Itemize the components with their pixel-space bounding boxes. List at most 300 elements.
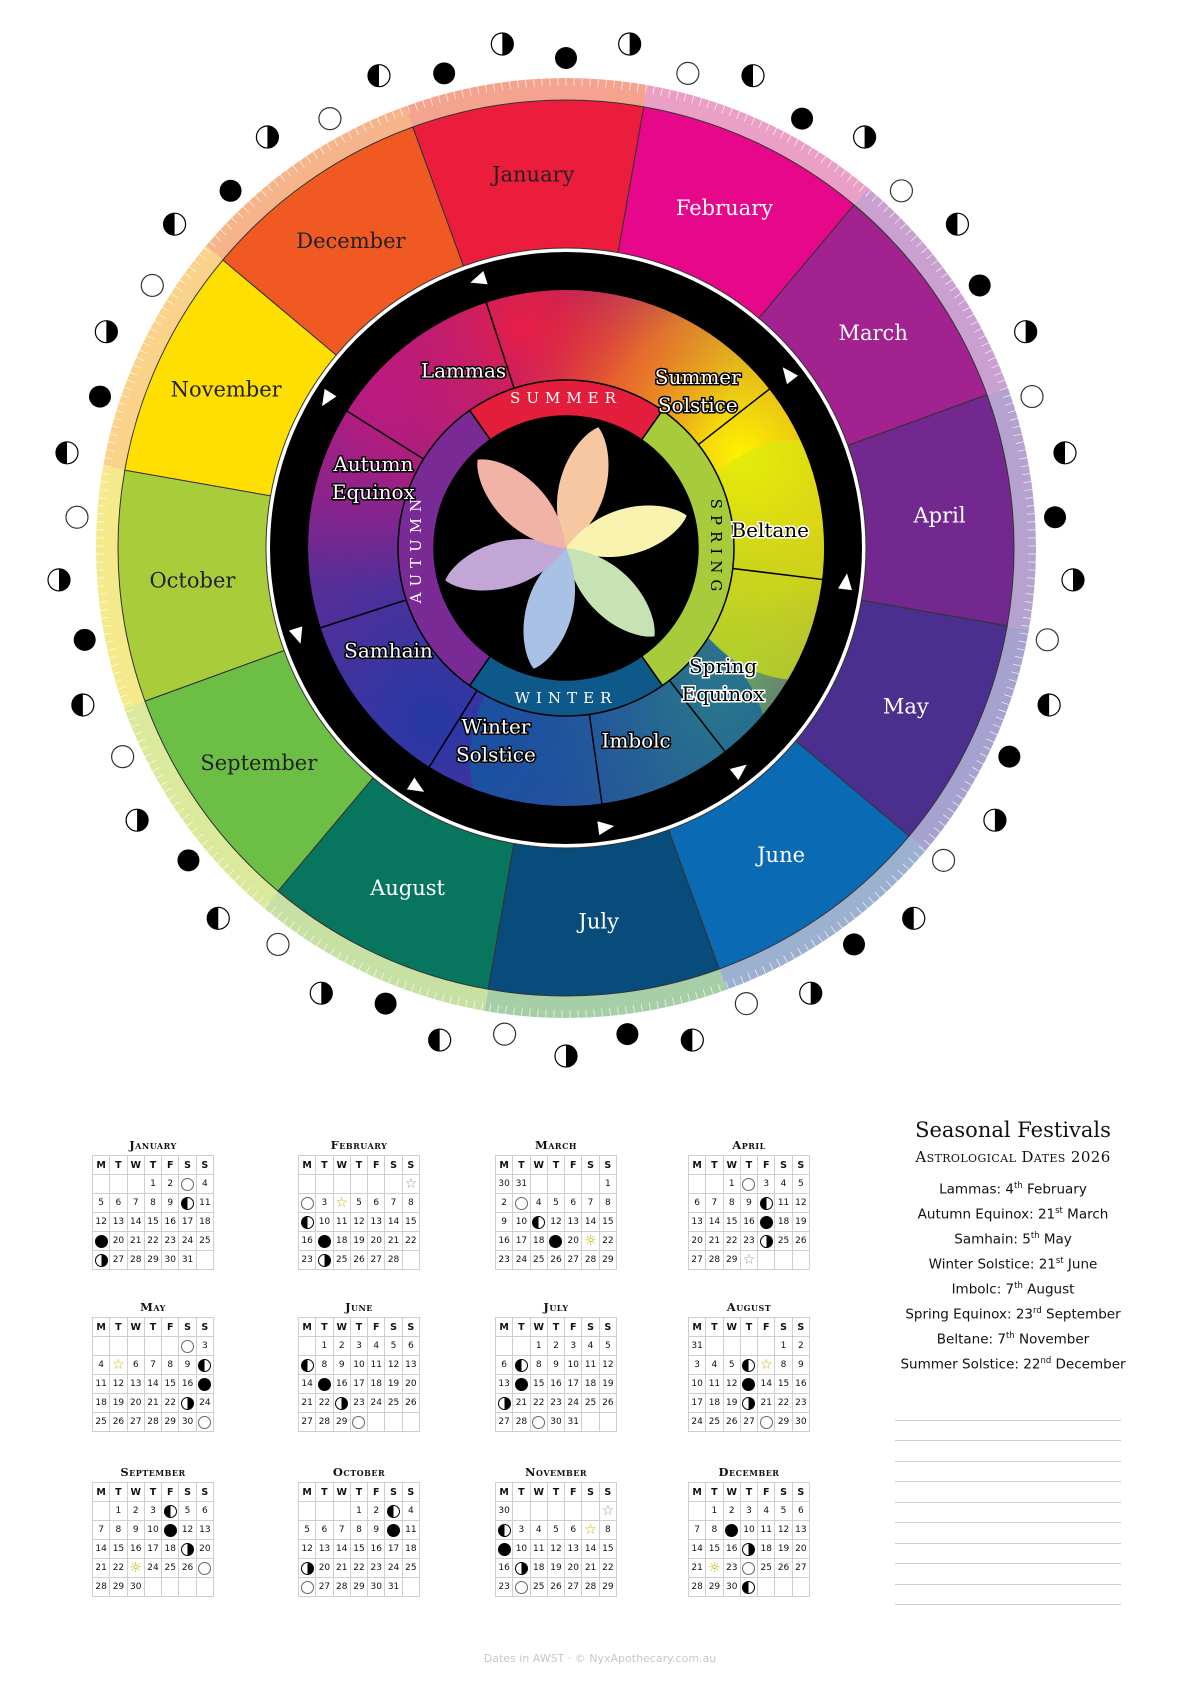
moon-first-quarter-icon (95, 321, 117, 343)
season-label-spring: SPRING (707, 498, 725, 598)
calendar-day: 20 (565, 1559, 582, 1578)
weekday-header: W (127, 1156, 144, 1175)
weekday-header: T (513, 1483, 530, 1502)
calendar-day: 8 (706, 1521, 723, 1540)
month-label-may: May (882, 694, 929, 719)
calendar-day (350, 1175, 367, 1194)
calendar-day: 5 (792, 1175, 809, 1194)
calendar-day: 19 (547, 1559, 564, 1578)
calendar-day (792, 1578, 809, 1597)
festival-name: Lammas: (939, 1181, 1006, 1198)
first-quarter-moon-icon (742, 1543, 755, 1556)
calendar-day: 12 (110, 1375, 127, 1394)
note-line (895, 1400, 1121, 1421)
calendar-day: 26 (547, 1578, 564, 1597)
moon-first-quarter-icon (984, 809, 1006, 831)
calendar-day: 12 (723, 1375, 740, 1394)
festival-month: December (1051, 1356, 1126, 1373)
calendar-day-marker (299, 1559, 316, 1578)
note-line (895, 1462, 1121, 1483)
calendar-month-title: October (332, 1465, 386, 1479)
calendar-day-marker (758, 1232, 775, 1251)
festival-month: February (1022, 1181, 1087, 1198)
calendar-day-marker (740, 1559, 757, 1578)
note-line (895, 1441, 1121, 1462)
festival-label: Summer Solstice (654, 364, 741, 417)
calendar-day: 27 (496, 1413, 513, 1432)
calendar-day: 21 (333, 1559, 350, 1578)
weekday-header: S (582, 1483, 599, 1502)
calendar-month-title: March (534, 1138, 577, 1152)
calendar-day-marker (333, 1194, 350, 1213)
calendar-day: 20 (196, 1540, 213, 1559)
calendar-day: 4 (368, 1337, 385, 1356)
calendar-day (110, 1175, 127, 1194)
festival-label: Imbolc (601, 728, 671, 753)
calendar-day-marker (299, 1194, 316, 1213)
calendar-day: 3 (689, 1356, 706, 1375)
calendar-day: 5 (385, 1337, 402, 1356)
calendar-day: 31 (179, 1251, 196, 1270)
weekday-header: S (582, 1318, 599, 1337)
calendar-day: 21 (582, 1559, 599, 1578)
calendar-day: 5 (299, 1521, 316, 1540)
calendar-day (402, 1578, 419, 1597)
first-quarter-moon-icon (95, 1254, 108, 1267)
note-line (895, 1544, 1121, 1565)
calendar-day (582, 1175, 599, 1194)
calendar-day: 12 (775, 1521, 792, 1540)
calendar-day: 30 (162, 1251, 179, 1270)
moon-last-quarter-icon (681, 1029, 703, 1051)
calendar-day: 6 (196, 1502, 213, 1521)
calendar-day: 11 (582, 1356, 599, 1375)
calendar-june (298, 1300, 420, 1432)
calendar-day: 17 (350, 1375, 367, 1394)
calendar-day: 15 (162, 1375, 179, 1394)
calendar-day: 27 (316, 1578, 333, 1597)
calendar-day: 15 (706, 1540, 723, 1559)
calendar-day: 2 (162, 1175, 179, 1194)
calendar-day-marker (196, 1375, 213, 1394)
calendar-day: 15 (599, 1213, 616, 1232)
moon-new-icon (969, 274, 991, 296)
calendar-day-marker (385, 1502, 402, 1521)
calendar-day: 14 (706, 1213, 723, 1232)
festival-name: Spring Equinox: (905, 1306, 1016, 1323)
calendar-january (92, 1138, 214, 1270)
moon-full-icon (933, 849, 955, 871)
calendar-day (368, 1175, 385, 1194)
first-quarter-moon-icon (181, 1543, 194, 1556)
calendar-day: 8 (599, 1521, 616, 1540)
festival-day: 23 (1015, 1306, 1033, 1323)
calendar-day: 1 (530, 1337, 547, 1356)
festival-suffix: th (1014, 1281, 1023, 1291)
note-line (895, 1585, 1121, 1606)
moon-full-icon (735, 993, 757, 1015)
weekday-header: S (179, 1318, 196, 1337)
new-moon-icon (387, 1524, 400, 1537)
full-moon-icon (742, 1562, 755, 1575)
calendar-day: 29 (599, 1251, 616, 1270)
calendar-day-marker (513, 1375, 530, 1394)
calendar-day: 10 (350, 1356, 367, 1375)
calendar-day (93, 1337, 110, 1356)
calendar-day: 4 (530, 1521, 547, 1540)
moon-last-quarter-icon (946, 213, 968, 235)
calendar-day: 21 (144, 1394, 161, 1413)
calendar-day-marker (179, 1175, 196, 1194)
moon-full-icon (1021, 386, 1043, 408)
moon-new-icon (89, 386, 111, 408)
month-label-april: April (913, 503, 966, 528)
calendar-day (196, 1251, 213, 1270)
calendar-day: 22 (599, 1232, 616, 1251)
calendar-day-marker (513, 1356, 530, 1375)
calendar-day: 1 (316, 1337, 333, 1356)
full-moon-icon (198, 1562, 211, 1575)
calendar-day: 7 (385, 1194, 402, 1213)
calendar-day (299, 1175, 316, 1194)
weekday-header: W (333, 1318, 350, 1337)
weekday-header: T (144, 1318, 161, 1337)
calendar-day: 22 (110, 1559, 127, 1578)
moon-first-quarter-icon (126, 809, 148, 831)
festival-date-item (888, 1176, 1138, 1201)
moon-full-icon (890, 180, 912, 202)
calendar-day: 7 (706, 1194, 723, 1213)
calendar-day: 14 (333, 1540, 350, 1559)
calendar-day: 25 (196, 1232, 213, 1251)
festival-day: 22 (1023, 1356, 1041, 1373)
first-quarter-moon-icon (742, 1397, 755, 1410)
month-label-october: October (149, 568, 236, 593)
calendar-day: 18 (196, 1213, 213, 1232)
calendar-day: 22 (316, 1394, 333, 1413)
weekday-header: F (368, 1156, 385, 1175)
weekday-header: S (402, 1156, 419, 1175)
calendar-day: 7 (582, 1194, 599, 1213)
calendar-day: 20 (127, 1394, 144, 1413)
calendar-day-marker (110, 1356, 127, 1375)
calendar-day: 9 (547, 1356, 564, 1375)
calendar-day: 21 (689, 1559, 706, 1578)
calendar-day-marker (299, 1356, 316, 1375)
calendar-day: 26 (792, 1232, 809, 1251)
calendar-day: 29 (723, 1251, 740, 1270)
calendar-day (792, 1251, 809, 1270)
calendar-month-title: May (140, 1300, 166, 1314)
calendar-day: 24 (196, 1394, 213, 1413)
moon-full-icon (66, 506, 88, 528)
calendar-day: 4 (706, 1356, 723, 1375)
calendar-day-marker (740, 1175, 757, 1194)
calendar-day: 18 (706, 1394, 723, 1413)
calendar-day: 4 (196, 1175, 213, 1194)
calendar-day: 8 (775, 1356, 792, 1375)
calendar-day: 29 (333, 1413, 350, 1432)
calendar-day: 9 (162, 1194, 179, 1213)
festival-suffix: nd (1040, 1356, 1052, 1366)
calendar-month-title: July (543, 1300, 569, 1314)
calendar-day: 25 (775, 1232, 792, 1251)
weekday-header: T (144, 1483, 161, 1502)
calendar-day: 23 (547, 1394, 564, 1413)
calendar-day: 23 (496, 1251, 513, 1270)
moon-last-quarter-icon (368, 65, 390, 87)
calendar-day-marker (179, 1337, 196, 1356)
calendar-day-marker (740, 1578, 757, 1597)
last-quarter-moon-icon (532, 1216, 545, 1229)
festival-star-icon: ☆ (759, 1356, 773, 1373)
weekday-header: T (740, 1483, 757, 1502)
calendar-day: 21 (513, 1394, 530, 1413)
calendar-day: 1 (775, 1337, 792, 1356)
star-icon: ☆ (404, 1175, 418, 1192)
seasonal-festivals-panel (888, 1118, 1138, 1376)
first-quarter-moon-icon (335, 1397, 348, 1410)
calendar-day: 5 (599, 1337, 616, 1356)
calendar-day (689, 1175, 706, 1194)
calendar-day: 27 (689, 1251, 706, 1270)
calendar-day (127, 1175, 144, 1194)
calendar-day: 11 (333, 1213, 350, 1232)
calendar-day: 1 (599, 1175, 616, 1194)
calendar-day (144, 1337, 161, 1356)
festival-day: 5 (1022, 1231, 1031, 1248)
weekday-header: T (740, 1318, 757, 1337)
weekday-header: S (385, 1318, 402, 1337)
calendar-day: 16 (496, 1559, 513, 1578)
calendar-day: 9 (333, 1356, 350, 1375)
calendar-month-title: September (120, 1465, 186, 1479)
calendar-day: 28 (333, 1578, 350, 1597)
weekday-header: F (162, 1156, 179, 1175)
weekday-header: M (299, 1318, 316, 1337)
calendar-day: 20 (368, 1232, 385, 1251)
calendar-day (496, 1337, 513, 1356)
calendar-day: 26 (350, 1251, 367, 1270)
full-moon-icon (301, 1197, 314, 1210)
full-moon-icon (181, 1340, 194, 1353)
calendar-day-marker (599, 1502, 616, 1521)
calendar-day (723, 1337, 740, 1356)
calendar-day: 30 (368, 1578, 385, 1597)
calendar-day: 26 (599, 1394, 616, 1413)
calendar-day: 17 (689, 1394, 706, 1413)
festival-suffix: th (1030, 1231, 1040, 1241)
calendar-day (368, 1413, 385, 1432)
calendar-july (495, 1300, 617, 1432)
calendar-day: 21 (706, 1232, 723, 1251)
calendar-day: 2 (792, 1337, 809, 1356)
festival-date-item (888, 1251, 1138, 1276)
calendar-day-marker (179, 1540, 196, 1559)
calendar-day: 5 (547, 1194, 564, 1213)
calendar-day-marker (196, 1413, 213, 1432)
calendar-day: 16 (299, 1232, 316, 1251)
festival-month: June (1063, 1256, 1098, 1273)
calendar-day: 3 (196, 1337, 213, 1356)
calendar-october (298, 1465, 420, 1597)
calendar-day: 18 (402, 1540, 419, 1559)
calendar-day: 9 (740, 1194, 757, 1213)
festival-date-item (888, 1351, 1138, 1376)
weekday-header: S (402, 1483, 419, 1502)
moon-full-icon (267, 933, 289, 955)
calendar-day: 28 (513, 1413, 530, 1432)
last-quarter-moon-icon (760, 1197, 773, 1210)
calendar-day: 15 (599, 1540, 616, 1559)
weekday-header: T (547, 1156, 564, 1175)
calendar-day: 11 (368, 1356, 385, 1375)
calendar-day: 19 (350, 1232, 367, 1251)
calendar-day: 11 (706, 1375, 723, 1394)
calendar-day: 23 (496, 1578, 513, 1597)
calendar-day: 15 (775, 1375, 792, 1394)
weekday-header: S (196, 1483, 213, 1502)
full-moon-icon (515, 1197, 528, 1210)
calendar-day: 30 (496, 1175, 513, 1194)
calendar-day: 16 (547, 1375, 564, 1394)
calendar-day: 21 (127, 1232, 144, 1251)
calendar-day-marker (350, 1413, 367, 1432)
calendar-december (688, 1465, 810, 1597)
calendar-day: 7 (93, 1521, 110, 1540)
festival-suffix: st (1055, 1206, 1063, 1216)
moon-last-quarter-icon (742, 65, 764, 87)
moon-last-quarter-icon (164, 213, 186, 235)
festival-star-icon: ☆ (584, 1521, 597, 1538)
calendar-day: 2 (547, 1337, 564, 1356)
calendar-day: 23 (792, 1394, 809, 1413)
calendar-day: 14 (93, 1540, 110, 1559)
weekday-header: T (110, 1318, 127, 1337)
calendar-day (758, 1578, 775, 1597)
full-moon-icon (198, 1416, 211, 1429)
festival-date-item (888, 1276, 1138, 1301)
weekday-header: T (547, 1318, 564, 1337)
weekday-header: W (127, 1483, 144, 1502)
calendar-day-marker (127, 1559, 144, 1578)
month-label-july: July (578, 909, 619, 934)
moon-new-icon (1044, 506, 1066, 528)
calendar-day: 27 (565, 1578, 582, 1597)
calendar-day: 1 (723, 1175, 740, 1194)
moon-new-icon (177, 849, 199, 871)
calendar-day: 8 (110, 1521, 127, 1540)
calendar-day: 10 (740, 1521, 757, 1540)
moon-last-quarter-icon (903, 907, 925, 929)
calendar-day-marker (740, 1394, 757, 1413)
festival-month: September (1041, 1306, 1121, 1323)
calendar-day: 23 (740, 1232, 757, 1251)
calendar-day: 16 (368, 1540, 385, 1559)
calendar-day: 12 (792, 1194, 809, 1213)
calendar-day: 24 (565, 1394, 582, 1413)
month-label-march: March (838, 320, 908, 345)
festivals-title: Seasonal Festivals (915, 1118, 1111, 1142)
calendar-day: 31 (565, 1413, 582, 1432)
calendar-day (775, 1251, 792, 1270)
calendar-day: 5 (547, 1521, 564, 1540)
calendar-day: 9 (496, 1213, 513, 1232)
calendar-day-marker (496, 1540, 513, 1559)
calendar-day: 29 (110, 1578, 127, 1597)
calendar-day: 26 (179, 1559, 196, 1578)
calendar-day (333, 1502, 350, 1521)
calendar-day (402, 1413, 419, 1432)
calendar-day: 15 (723, 1213, 740, 1232)
calendar-day: 11 (758, 1521, 775, 1540)
calendar-day: 15 (144, 1213, 161, 1232)
moon-new-icon (555, 47, 577, 69)
moon-full-icon (677, 62, 699, 84)
full-moon-icon (760, 1416, 773, 1429)
calendar-day: 7 (689, 1521, 706, 1540)
calendar-day: 29 (144, 1251, 161, 1270)
calendar-day (775, 1578, 792, 1597)
season-label-summer: SUMMER (510, 389, 622, 407)
moon-full-icon (319, 108, 341, 130)
calendar-day: 2 (496, 1194, 513, 1213)
calendar-day: 13 (368, 1213, 385, 1232)
moon-first-quarter-icon (1015, 321, 1037, 343)
calendar-day: 12 (179, 1521, 196, 1540)
calendar-day (758, 1337, 775, 1356)
calendar-day: 18 (530, 1559, 547, 1578)
calendar-day: 27 (127, 1413, 144, 1432)
calendar-day: 10 (689, 1375, 706, 1394)
first-quarter-moon-icon (760, 1235, 773, 1248)
calendar-day: 19 (599, 1375, 616, 1394)
last-quarter-moon-icon (742, 1359, 755, 1372)
calendar-day: 22 (530, 1394, 547, 1413)
calendar-day: 13 (316, 1540, 333, 1559)
calendar-day-marker (333, 1394, 350, 1413)
calendar-day: 16 (723, 1540, 740, 1559)
moon-first-quarter-icon (555, 1045, 577, 1067)
calendar-day (110, 1337, 127, 1356)
calendar-month-title: December (718, 1465, 780, 1479)
calendar-day: 27 (792, 1559, 809, 1578)
weekday-header: T (706, 1318, 723, 1337)
festival-label: Autumn Equinox (331, 451, 415, 504)
calendar-day: 4 (93, 1356, 110, 1375)
calendar-day: 29 (162, 1413, 179, 1432)
weekday-header: T (513, 1156, 530, 1175)
moon-last-quarter-icon (207, 907, 229, 929)
calendar-day: 12 (547, 1540, 564, 1559)
note-line (895, 1482, 1121, 1503)
calendar-day (565, 1502, 582, 1521)
sun-icon: ☼ (708, 1559, 721, 1576)
calendar-day: 21 (299, 1394, 316, 1413)
calendar-day: 6 (496, 1356, 513, 1375)
last-quarter-moon-icon (498, 1524, 511, 1537)
weekday-header: S (599, 1483, 616, 1502)
calendar-day-marker (530, 1213, 547, 1232)
weekday-header: M (299, 1156, 316, 1175)
calendar-day: 18 (758, 1540, 775, 1559)
calendar-day-marker (162, 1502, 179, 1521)
calendar-day-marker (758, 1413, 775, 1432)
festival-star-icon: ☆ (112, 1356, 125, 1373)
calendar-day: 25 (706, 1413, 723, 1432)
calendar-day: 16 (127, 1540, 144, 1559)
month-label-november: November (170, 377, 282, 402)
